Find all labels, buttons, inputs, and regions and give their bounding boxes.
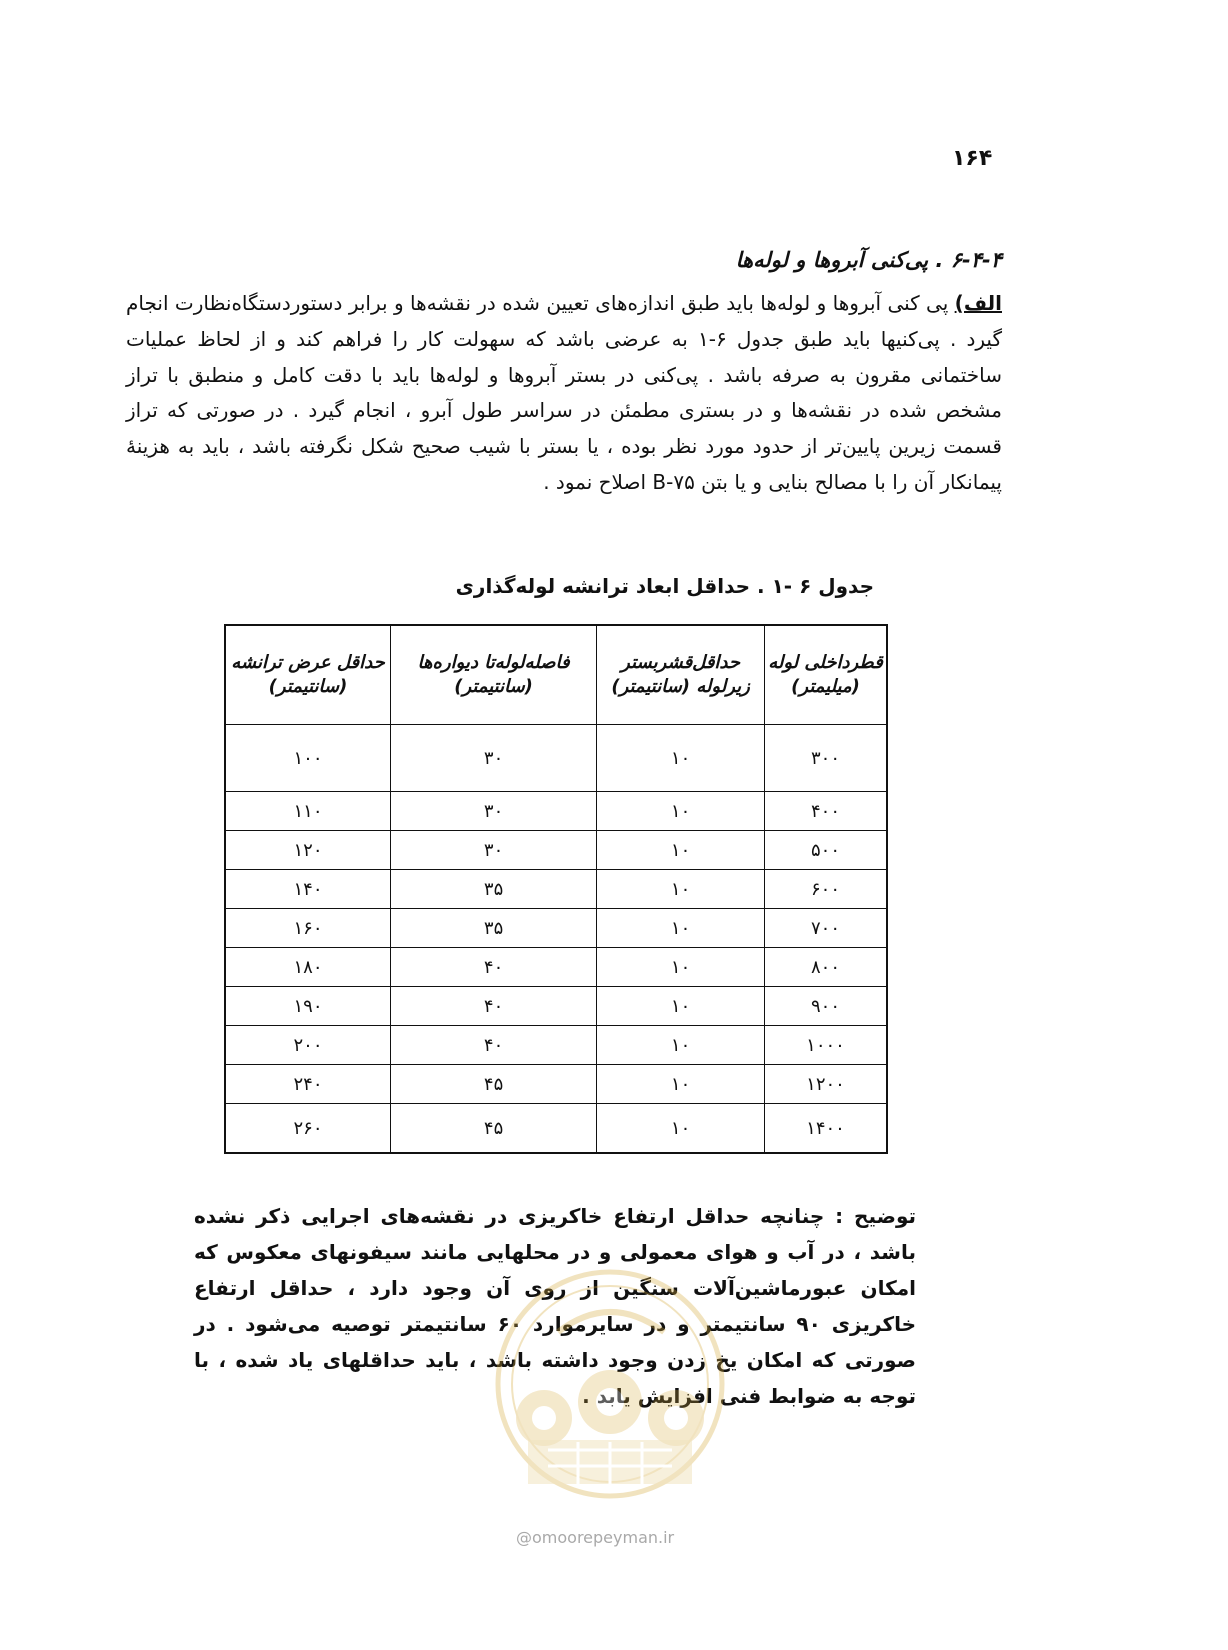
table-row bbox=[225, 792, 887, 831]
table-body bbox=[225, 725, 887, 1154]
cell-wall-gap: ۳۰ bbox=[391, 725, 597, 792]
cell-bedding: ۱۰ bbox=[597, 1065, 765, 1104]
header-diameter: قطرداخلی لوله (میلیمتر) bbox=[765, 625, 887, 725]
cell-wall-gap: ۴۰ bbox=[391, 948, 597, 987]
table-row bbox=[225, 987, 887, 1026]
cell-bedding: ۱۰ bbox=[597, 987, 765, 1026]
cell-diameter: ۵۰۰ bbox=[765, 831, 887, 870]
cell-diameter: ۱۲۰۰ bbox=[765, 1065, 887, 1104]
cell-bedding: ۱۰ bbox=[597, 870, 765, 909]
cell-bedding: ۱۰ bbox=[597, 831, 765, 870]
cell-bedding: ۱۰ bbox=[597, 1104, 765, 1154]
cell-bedding: ۱۰ bbox=[597, 725, 765, 792]
watermark-url: @omoorepeyman.ir bbox=[516, 1528, 675, 1547]
table-row bbox=[225, 1026, 887, 1065]
cell-diameter: ۱۴۰۰ bbox=[765, 1104, 887, 1154]
cell-diameter: ۳۰۰ bbox=[765, 725, 887, 792]
cell-wall-gap: ۳۰ bbox=[391, 831, 597, 870]
cell-diameter: ۹۰۰ bbox=[765, 987, 887, 1026]
cell-bedding: ۱۰ bbox=[597, 792, 765, 831]
cell-trench-width: ۱۴۰ bbox=[225, 870, 391, 909]
header-wall-gap: فاصله‌لوله‌تا دیواره‌ها (سانتیمتر) bbox=[391, 625, 597, 725]
cell-wall-gap: ۴۰ bbox=[391, 1026, 597, 1065]
table-row bbox=[225, 1104, 887, 1154]
header-trench-width: حداقل عرض ترانشه (سانتیمتر) bbox=[225, 625, 391, 725]
table-row bbox=[225, 725, 887, 792]
table-row bbox=[225, 909, 887, 948]
cell-trench-width: ۱۲۰ bbox=[225, 831, 391, 870]
cell-diameter: ۷۰۰ bbox=[765, 909, 887, 948]
cell-trench-width: ۱۰۰ bbox=[225, 725, 391, 792]
cell-wall-gap: ۳۵ bbox=[391, 870, 597, 909]
cell-wall-gap: ۳۵ bbox=[391, 909, 597, 948]
cell-trench-width: ۱۹۰ bbox=[225, 987, 391, 1026]
table-caption: جدول ۶ -۱ . حداقل ابعاد ترانشه لوله‌گذاری bbox=[455, 574, 874, 598]
cell-trench-width: ۲۶۰ bbox=[225, 1104, 391, 1154]
table-row bbox=[225, 948, 887, 987]
cell-trench-width: ۱۱۰ bbox=[225, 792, 391, 831]
cell-diameter: ۶۰۰ bbox=[765, 870, 887, 909]
cell-trench-width: ۱۸۰ bbox=[225, 948, 391, 987]
cell-diameter: ۱۰۰۰ bbox=[765, 1026, 887, 1065]
section-heading: ۶-۴-۴ . پی‌کنی آبروها و لوله‌ها bbox=[735, 248, 1002, 272]
table-row bbox=[225, 870, 887, 909]
cell-diameter: ۸۰۰ bbox=[765, 948, 887, 987]
table-row bbox=[225, 831, 887, 870]
header-bedding: حداقل‌قشربستر زیرلوله (سانتیمتر) bbox=[597, 625, 765, 725]
cell-diameter: ۴۰۰ bbox=[765, 792, 887, 831]
cell-bedding: ۱۰ bbox=[597, 1026, 765, 1065]
cell-trench-width: ۱۶۰ bbox=[225, 909, 391, 948]
cell-trench-width: ۲۰۰ bbox=[225, 1026, 391, 1065]
page-number: ۱۶۴ bbox=[952, 146, 993, 171]
cell-wall-gap: ۴۵ bbox=[391, 1065, 597, 1104]
cell-wall-gap: ۴۵ bbox=[391, 1104, 597, 1154]
cell-wall-gap: ۴۰ bbox=[391, 987, 597, 1026]
body-paragraph bbox=[126, 286, 1002, 501]
cell-bedding: ۱۰ bbox=[597, 909, 765, 948]
trench-dimensions-table bbox=[224, 624, 888, 1154]
paragraph-text: پی کنی آبروها و لوله‌ها باید طبق اندازه‌های تعیین شده در نقشه‌ها و برابر دستوردستگاه‌نظارت انجام گیرد . پی‌کنیها باید طبق جدول ۶-۱ به عرضی باشد که سهولت کار را فراهم کند و از لحاظ عملیات ساختمانی مقرون به صرفه باشد . پی‌کنی در بستر آبروها و لوله‌ها باید با دقت کامل و منطبق با تراز مشخص شده در نقشه‌ها و در بستری مطمئن در سراسر طول آبرو ، انجام گیرد . در صورتی که تراز قسمت زیرین پایین‌تر از حدود مورد نظر بوده ، یا بستر با شیب صحیح شکل نگرفته باشد ، باید به هزینهٔ پیمانکار آن را با مصالح بنایی و یا بتن B-۷۵ اصلاح نمود . bbox=[126, 291, 1002, 494]
cell-bedding: ۱۰ bbox=[597, 948, 765, 987]
table-header-row bbox=[225, 625, 887, 725]
note-paragraph: توضیح : چنانچه حداقل ارتفاع خاکریزی در نقشه‌های اجرایی ذکر نشده باشد ، در آب و هوای معمولی و در محلهایی مانند سیفونهای معکوس که امکان عبورماشین‌آلات سنگین از روی آن وجود دارد ، حداقل ارتفاع خاکریزی ۹۰ سانتیمتر و در سایرموارد ۶۰ سانتیمتر توصیه می‌شود . در صورتی که امکان یخ زدن وجود داشته باشد ، باید حداقلهای یاد شده ، با توجه به ضوابط فنی افزایش یابد . bbox=[194, 1204, 916, 1408]
paragraph-label: الف) bbox=[954, 291, 1002, 315]
cell-trench-width: ۲۴۰ bbox=[225, 1065, 391, 1104]
cell-wall-gap: ۳۰ bbox=[391, 792, 597, 831]
table-row bbox=[225, 1065, 887, 1104]
